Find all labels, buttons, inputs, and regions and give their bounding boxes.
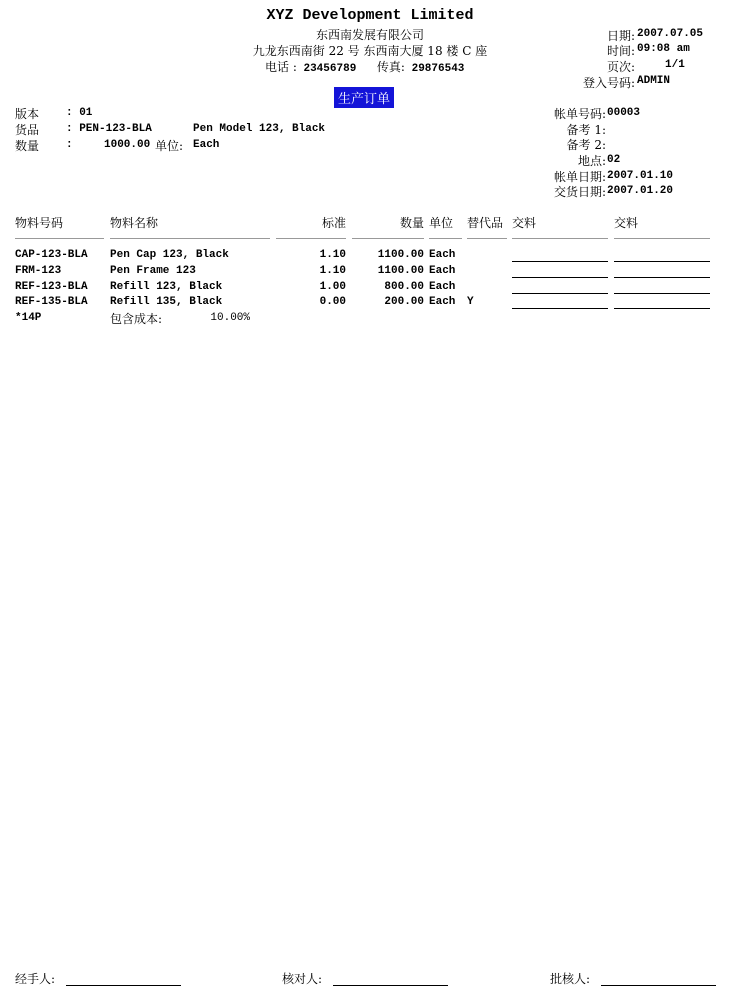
issue-line (614, 293, 710, 294)
row-name: Pen Frame 123 (110, 265, 196, 277)
checker-label: 核对人: (282, 972, 323, 986)
issue-line (614, 277, 710, 278)
row-name: Pen Cap 123, Black (110, 249, 229, 261)
row-quantity: 800.00 (384, 281, 424, 293)
item-code: : PEN-123-BLA (66, 123, 152, 135)
item-label: 货品 (15, 123, 40, 137)
login-value: ADMIN (637, 75, 671, 87)
unit-label: 单位: (155, 139, 184, 153)
footer-code: *14P (15, 312, 42, 324)
row-quantity: 1100.00 (377, 265, 424, 277)
row-standard: 0.00 (319, 296, 346, 308)
row-code: CAP-123-BLA (15, 249, 88, 261)
doc-date-value: 2007.01.10 (607, 170, 674, 182)
issue-line (614, 261, 710, 262)
header-divider (276, 238, 346, 239)
fax-value: 29876543 (411, 63, 465, 75)
row-unit: Each (429, 281, 456, 293)
row-code: REF-123-BLA (15, 281, 88, 293)
version-label: 版本 (15, 107, 40, 121)
quantity-value: 1000.00 (104, 139, 151, 151)
company-address: 九龙东西南街 22 号 东西南大厦 18 楼 C 座 (252, 44, 488, 58)
row-quantity: 200.00 (384, 296, 424, 308)
header-divider (467, 238, 507, 239)
row-unit: Each (429, 296, 456, 308)
checker-signature-line[interactable] (333, 985, 448, 986)
approver-signature-line[interactable] (601, 985, 716, 986)
issue-line (512, 277, 608, 278)
delivery-date-label: 交货日期: (553, 185, 606, 199)
issue-line (512, 293, 608, 294)
row-substitute: Y (467, 296, 474, 308)
issue-line (512, 261, 608, 262)
header-quantity: 数量 (399, 216, 424, 230)
page-label: 页次: (606, 60, 635, 74)
header-divider (429, 238, 462, 239)
header-divider (352, 238, 424, 239)
version-value: : 01 (66, 107, 93, 119)
time-label: 时间: (606, 44, 635, 58)
unit-value: Each (193, 139, 220, 151)
header-divider (614, 238, 710, 239)
delivery-date-value: 2007.01.20 (607, 185, 674, 197)
row-standard: 1.00 (319, 281, 346, 293)
row-standard: 1.10 (319, 249, 346, 261)
row-name: Refill 135, Black (110, 296, 223, 308)
header-divider (512, 238, 608, 239)
date-value: 2007.07.05 (637, 28, 704, 40)
doc-number-value: 00003 (607, 107, 641, 119)
remark2-label: 备考 2: (566, 138, 606, 152)
row-unit: Each (429, 249, 456, 261)
header-unit: 单位 (429, 216, 454, 230)
remark1-label: 备考 1: (566, 123, 606, 137)
header-divider (110, 238, 270, 239)
fax-label: 传真: (376, 60, 405, 74)
handler-signature-line[interactable] (66, 985, 181, 986)
header-substitute: 替代品 (467, 216, 504, 230)
company-name-en: XYZ Development Limited (266, 7, 474, 24)
header-material-code: 物料号码 (15, 216, 64, 230)
row-unit: Each (429, 265, 456, 277)
quantity-separator: : (66, 139, 73, 151)
header-material-name: 物料名称 (110, 216, 159, 230)
issue-line (512, 308, 608, 309)
phone-label: 电话 : (265, 60, 297, 74)
location-label: 地点: (577, 154, 606, 168)
item-description: Pen Model 123, Black (193, 123, 326, 135)
header-standard: 标准 (321, 216, 346, 230)
company-contact (265, 58, 464, 75)
page-value: 1/1 (665, 59, 685, 71)
row-standard: 1.10 (319, 265, 346, 277)
approver-label: 批核人: (550, 972, 591, 986)
doc-number-label: 帐单号码: (553, 107, 606, 121)
row-code: FRM-123 (15, 265, 62, 277)
location-value: 02 (607, 154, 621, 166)
issue-line (614, 308, 710, 309)
login-label: 登入号码: (582, 76, 635, 90)
header-divider (15, 238, 104, 239)
header-issue-1: 交料 (512, 216, 537, 230)
cost-value: 10.00% (210, 312, 250, 324)
document-title: 生产订单 (334, 87, 394, 108)
company-name-cn: 东西南发展有限公司 (315, 28, 424, 42)
date-label: 日期: (606, 29, 635, 43)
row-code: REF-135-BLA (15, 296, 88, 308)
phone-value: 23456789 (303, 63, 357, 75)
quantity-label: 数量 (15, 139, 40, 153)
doc-date-label: 帐单日期: (553, 170, 606, 184)
row-name: Refill 123, Black (110, 281, 223, 293)
header-issue-2: 交料 (614, 216, 639, 230)
row-quantity: 1100.00 (377, 249, 424, 261)
handler-label: 经手人: (15, 972, 56, 986)
time-value: 09:08 am (637, 43, 690, 55)
cost-label: 包含成本: (110, 312, 163, 326)
